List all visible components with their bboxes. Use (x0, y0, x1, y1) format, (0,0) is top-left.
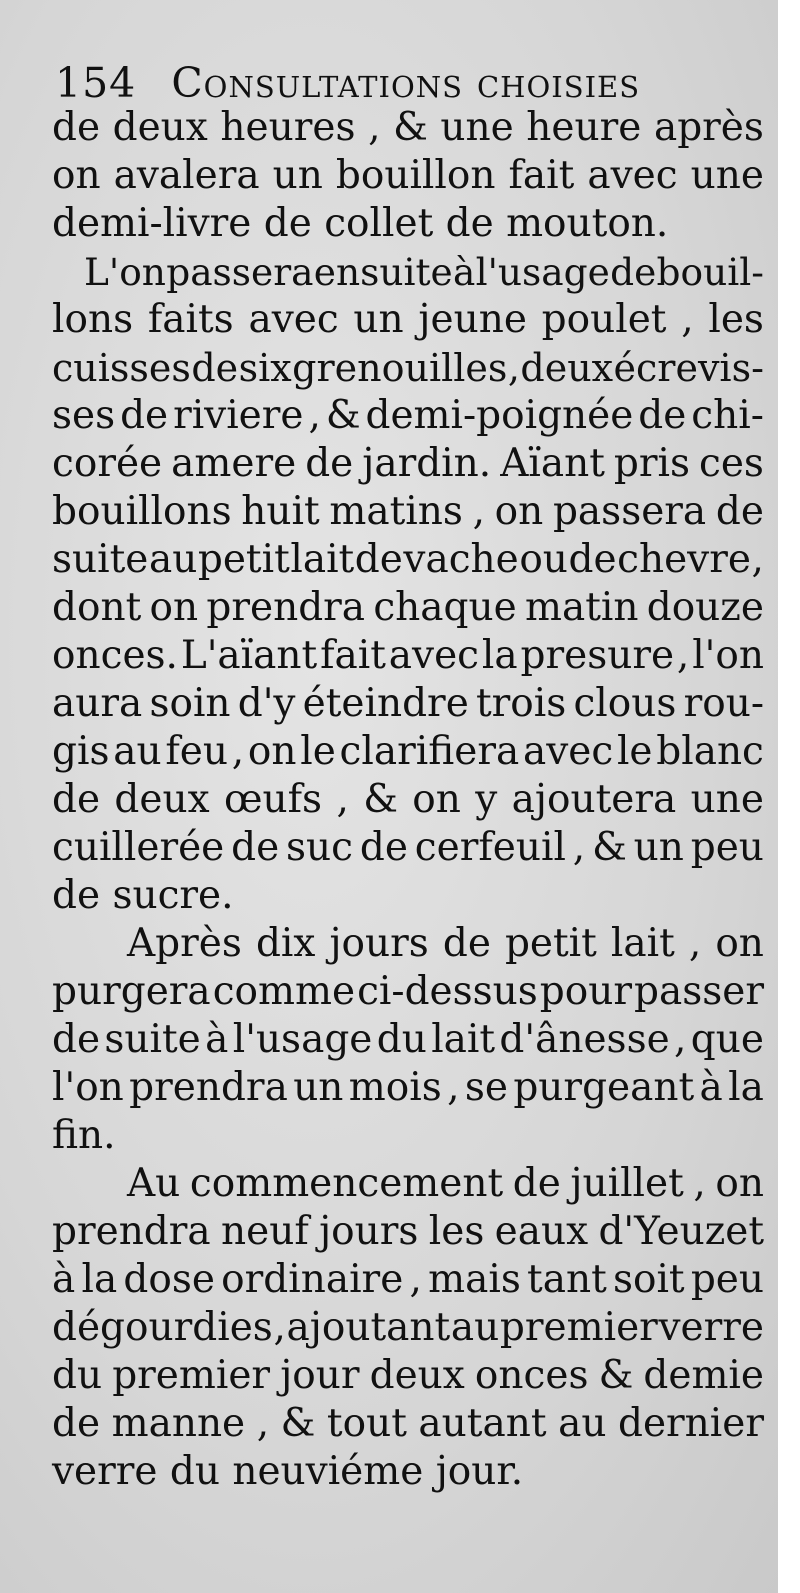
text-line: L'on passera ensuite à l'usage de bouil- (84, 250, 764, 294)
paragraph-4 (52, 1160, 764, 1496)
text-line: l'on prendra un mois , se purgeant à la (52, 1065, 764, 1110)
text-line: aura soin d'y éteindre trois clous rou- (52, 681, 764, 726)
text-line: Au commencement de juillet , on (127, 1161, 764, 1206)
text-line: à la dose ordinaire , mais tant soit peu (52, 1257, 764, 1302)
text-line: cuisses de six grenouilles , deux écrevis- (52, 346, 764, 390)
text-line: Après dix jours de petit lait , on (127, 921, 764, 966)
text-line: dont on prendra chaque matin douze (52, 585, 764, 630)
text-line: purgera comme ci-dessus pour passer (52, 969, 764, 1014)
text-line: de sucre. (52, 873, 234, 918)
text-line: de deux heures , & une heure après (52, 105, 764, 150)
text-line: cuillerée de suc de cerfeuil , & un peu (52, 825, 764, 870)
text-line: ses de riviere , & demi-poignée de chi- (52, 393, 764, 438)
text-line: de suite à l'usage du lait d'ânesse , que (52, 1017, 764, 1062)
paragraph-3 (52, 920, 764, 1160)
text-line: du premier jour deux onces & demie (52, 1353, 764, 1398)
body-text (52, 104, 764, 1496)
text-line: de deux œufs , & on y ajoutera une (52, 777, 764, 822)
text-line: onces. L'aïant fait avec la presure , l'on (52, 633, 764, 678)
text-line: fin. (52, 1113, 116, 1158)
text-line: de manne , & tout autant au dernier (52, 1401, 764, 1446)
text-line: demi-livre de collet de mouton. (52, 201, 669, 246)
running-title: Consultations choisies (171, 59, 641, 107)
text-line: prendra neuf jours les eaux d'Yeuzet (52, 1209, 764, 1254)
text-line: suite au petit lait de vache ou de chevre , (52, 537, 764, 582)
page-edge (778, 0, 800, 1593)
text-line: lons faits avec un jeune poulet , les (52, 297, 764, 342)
text-line: gis au feu , on le clarifiera avec le blanc (52, 729, 764, 774)
page-header (55, 58, 755, 108)
text-line: on avalera un bouillon fait avec une (52, 153, 764, 198)
text-line: verre du neuviéme jour. (52, 1449, 524, 1494)
page-number: 154 (55, 59, 137, 107)
text-line: corée amere de jardin. Aïant pris ces (52, 441, 764, 486)
text-line: dégourdies , ajoutant au premier verre (52, 1305, 764, 1350)
paragraph-1 (52, 104, 764, 248)
paragraph-2 (52, 248, 764, 920)
text-line: bouillons huit matins , on passera de (52, 489, 764, 534)
